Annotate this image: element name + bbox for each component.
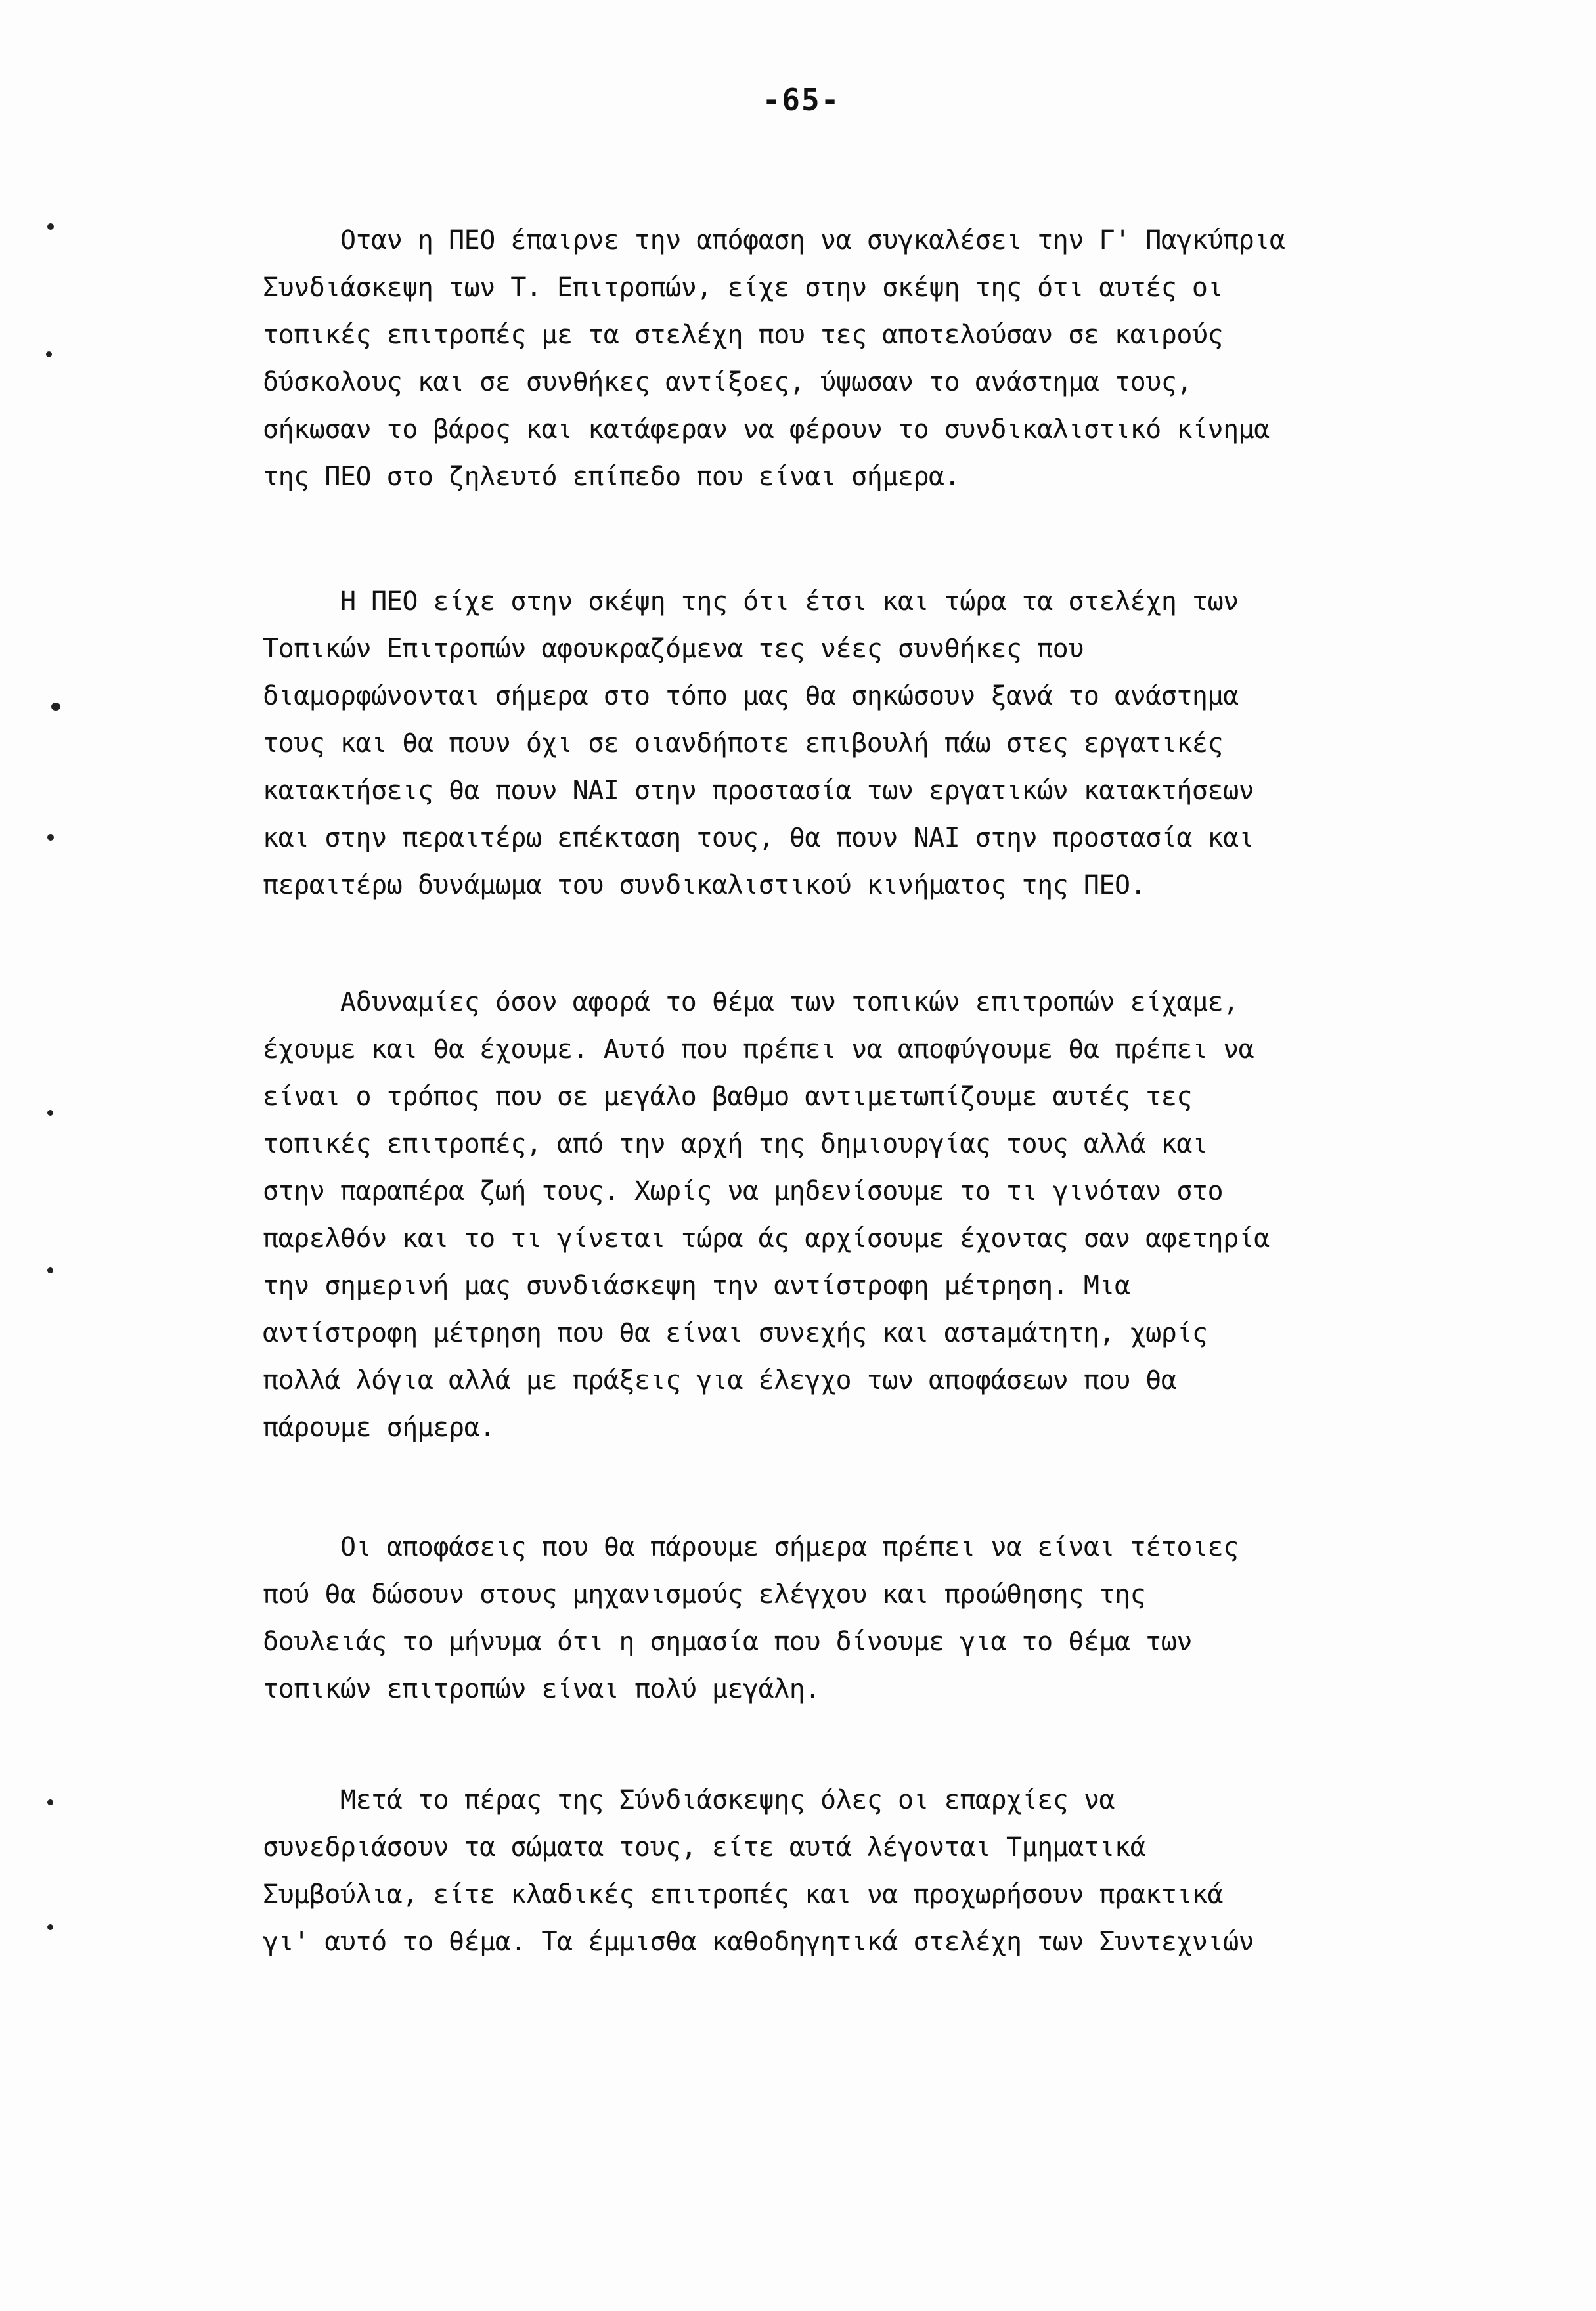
text-line: αντίστροφη μέτρηση που θα είναι συνεχής και αστaμάτητη, χωρίς bbox=[263, 1318, 1208, 1348]
text-line: την σημερινή μας συνδιάσκεψη την αντίστροφη μέτρηση. Μια bbox=[263, 1271, 1130, 1301]
text-line: και στην περαιτέρω επέκταση τους, θα πουν ΝΑΙ στην προστασία και bbox=[263, 823, 1254, 853]
text-line: πολλά λόγια αλλά με πράξεις για έλεγχο των αποφάσεων που θα bbox=[263, 1365, 1177, 1396]
scan-speck bbox=[46, 351, 52, 357]
paragraph-4 bbox=[263, 1524, 1366, 1713]
text-line: Τοπικών Επιτροπών αφουκραζόμενα τες νέες συνθήκες που bbox=[263, 634, 1084, 664]
text-line: Αδυναμίες όσον αφορά το θέμα των τοπικών επιτροπών είχαμε, bbox=[340, 987, 1239, 1017]
text-line: τους και θα πουν όχι σε οιανδήποτε επιβουλή πάω στες εργατικές bbox=[263, 728, 1224, 759]
scan-speck bbox=[47, 1799, 53, 1805]
text-line: συνεδριάσουν τα σώματα τους, είτε αυτά λέγονται Τμηματικά bbox=[263, 1832, 1146, 1862]
text-line: πάρουμε σήμερα. bbox=[263, 1413, 495, 1443]
scan-speck bbox=[47, 834, 54, 841]
paragraph-5 bbox=[263, 1776, 1366, 1966]
page-number: -65- bbox=[762, 82, 841, 118]
text-line: σήκωσαν το βάρος και κατάφεραν να φέρουν το συνδικαλιστικό κίνημα bbox=[263, 414, 1270, 445]
text-line: είναι ο τρόπος που σε μεγάλο βαθμο αντιμετωπίζουμε αυτές τες bbox=[263, 1082, 1192, 1112]
text-line: τοπικών επιτροπών είναι πολύ μεγάλη. bbox=[263, 1674, 820, 1704]
text-line: Η ΠΕΟ είχε στην σκέψη της ότι έτσι και τώρα τα στελέχη των bbox=[340, 586, 1239, 617]
text-line: περαιτέρω δυνάμωμα του συνδικαλιστικού κινήματος της ΠΕΟ. bbox=[263, 870, 1146, 900]
text-line: Μετά το πέρας της Σύνδιάσκεψης όλες οι επαρχίες να bbox=[340, 1785, 1115, 1815]
text-line: Οταν η ΠΕΟ έπαιρνε την απόφαση να συγκαλέσει την Γ' Παγκύπρια bbox=[340, 225, 1285, 255]
text-line: τοπικές επιτροπές, από την αρχή της δημιουργίας τους αλλά και bbox=[263, 1129, 1208, 1159]
scan-speck bbox=[47, 1110, 53, 1116]
text-line: της ΠΕΟ στο ζηλευτό επίπεδο που είναι σήμερα. bbox=[263, 462, 960, 492]
scan-speck bbox=[51, 703, 60, 711]
text-line: τοπικές επιτροπές με τα στελέχη που τες αποτελούσαν σε καιρούς bbox=[263, 320, 1224, 350]
text-line: δουλειάς το μήνυμα ότι η σημασία που δίνουμε για το θέμα των bbox=[263, 1627, 1192, 1657]
text-line: Συμβούλια, είτε κλαδικές επιτροπές και να προχωρήσουν πρακτικά bbox=[263, 1880, 1224, 1910]
paragraph-2 bbox=[263, 578, 1366, 909]
text-line: παρελθόν και το τι γίνεται τώρα άς αρχίσουμε έχοντας σαν αφετηρία bbox=[263, 1223, 1270, 1254]
text-line: Συνδιάσκεψη των Τ. Επιτροπών, είχε στην σκέψη της ότι αυτές οι bbox=[263, 273, 1224, 303]
scan-speck bbox=[47, 1267, 53, 1273]
text-line: δύσκολους και σε συνθήκες αντίξοες, ύψωσαν το ανάστημα τους, bbox=[263, 367, 1192, 397]
text-line: πού θα δώσουν στους μηχανισμούς ελέγχου και προώθησης της bbox=[263, 1579, 1146, 1610]
text-line: διαμορφώνονται σήμερα στο τόπο μας θα σηκώσουν ξανά το ανάστημα bbox=[263, 681, 1239, 711]
text-line: Οι αποφάσεις που θα πάρουμε σήμερα πρέπει να είναι τέτοιες bbox=[340, 1532, 1239, 1562]
text-line: γι' αυτό το θέμα. Τα έμμισθα καθοδηγητικά στελέχη των Συντεχνιών bbox=[263, 1927, 1254, 1957]
scan-speck bbox=[47, 223, 54, 230]
paragraph-1 bbox=[263, 217, 1366, 500]
text-line: έχουμε και θα έχουμε. Αυτό που πρέπει να αποφύγουμε θα πρέπει να bbox=[263, 1034, 1254, 1065]
text-line: κατακτήσεις θα πουν ΝΑΙ στην προστασία των εργατικών κατακτήσεων bbox=[263, 776, 1254, 806]
text-line: στην παραπέρα ζωή τους. Χωρίς να μηδενίσουμε το τι γινόταν στο bbox=[263, 1176, 1224, 1206]
scan-speck bbox=[47, 1924, 53, 1930]
paragraph-3 bbox=[263, 979, 1366, 1451]
